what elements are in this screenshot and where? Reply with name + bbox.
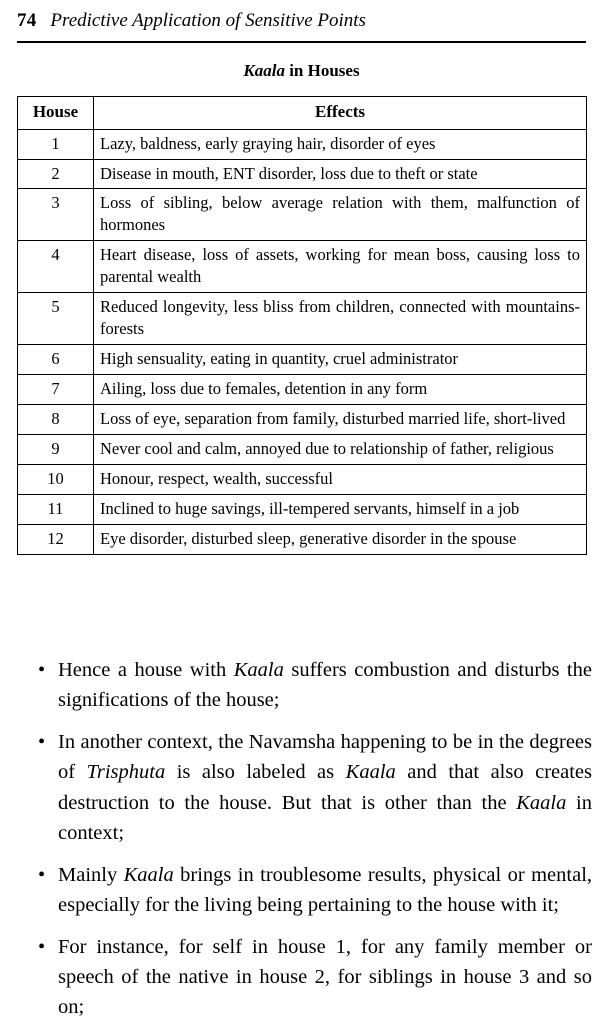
cell-effects-text: Honour, respect, wealth, successful	[94, 464, 587, 494]
cell-effects-text: Loss of eye, separation from family, disturbed married life, short-lived	[94, 404, 587, 434]
running-header	[17, 10, 586, 32]
table-caption-emphasis: Kaala	[243, 61, 285, 80]
table-row	[18, 241, 587, 293]
list-item	[17, 727, 592, 848]
bullet-icon: •	[38, 863, 46, 886]
emphasis-term: Kaala	[516, 791, 567, 814]
emphasis-term: Kaala	[345, 761, 396, 784]
body-text: Mainly	[58, 863, 124, 886]
column-header-effects: Effects	[94, 97, 587, 130]
cell-house-number: 5	[18, 293, 94, 345]
cell-house-number: 11	[18, 494, 94, 524]
table-row	[18, 189, 587, 241]
table-row	[18, 159, 587, 189]
kaala-in-houses-table	[17, 96, 587, 555]
table-row	[18, 524, 587, 554]
body-text: is also labeled as	[165, 761, 346, 784]
table-row	[18, 404, 587, 434]
body-text: In another context, the Navamsha happening to be in the degrees of	[58, 731, 592, 784]
cell-effects-text: Ailing, loss due to females, detention in any form	[94, 375, 587, 405]
table-row	[18, 434, 587, 464]
notes-bullet-list	[17, 655, 592, 1022]
cell-effects-text: Loss of sibling, below average relation with them, malfunction of hormones	[94, 189, 587, 241]
cell-house-number: 6	[18, 345, 94, 375]
emphasis-term: Trisphuta	[86, 761, 166, 784]
bullet-icon: •	[38, 659, 46, 681]
cell-house-number: 2	[18, 159, 94, 189]
cell-effects-text: Lazy, baldness, early graying hair, disorder of eyes	[94, 129, 587, 159]
cell-house-number: 12	[18, 524, 94, 554]
emphasis-term: Kaala	[123, 863, 174, 886]
cell-house-number: 1	[18, 129, 94, 159]
list-item	[17, 860, 592, 920]
cell-effects-text: Heart disease, loss of assets, working for mean boss, causing loss to parental wealth	[94, 241, 587, 293]
table-row	[18, 293, 587, 345]
list-item	[17, 655, 592, 715]
table-row	[18, 494, 587, 524]
cell-house-number: 4	[18, 241, 94, 293]
emphasis-term: Kaala	[233, 659, 284, 681]
running-title: Predictive Application of Sensitive Points	[50, 10, 366, 31]
table-caption	[17, 61, 586, 81]
list-item	[17, 932, 592, 1022]
header-rule	[17, 41, 586, 43]
cell-effects-text: Reduced longevity, less bliss from children, connected with mountains-forests	[94, 293, 587, 345]
body-text: and that also creates destruction to the house. But that is other than the	[58, 761, 592, 814]
body-text: in context;	[58, 791, 592, 844]
cell-effects-text: High sensuality, eating in quantity, cruel administrator	[94, 345, 587, 375]
cell-house-number: 8	[18, 404, 94, 434]
cell-effects-text: Disease in mouth, ENT disorder, loss due to theft or state	[94, 159, 587, 189]
body-text: brings in troublesome results, physical or mental, especially for the living being pertaining to the house with it;	[58, 863, 593, 916]
table-row	[18, 129, 587, 159]
table-row	[18, 375, 587, 405]
cell-effects-text: Inclined to huge savings, ill-tempered servants, himself in a job	[94, 494, 587, 524]
body-text: Hence a house with	[58, 659, 234, 681]
table-row	[18, 345, 587, 375]
cell-house-number: 10	[18, 464, 94, 494]
cell-effects-text: Eye disorder, disturbed sleep, generative disorder in the spouse	[94, 524, 587, 554]
body-text: suffers combustion and disturbs the significations of the house;	[58, 659, 592, 712]
cell-effects-text: Never cool and calm, annoyed due to relationship of father, religious	[94, 434, 587, 464]
table-row	[18, 464, 587, 494]
table-caption-rest: in Houses	[284, 61, 360, 80]
cell-house-number: 9	[18, 434, 94, 464]
bullet-icon: •	[38, 936, 46, 958]
page-number: 74	[17, 10, 37, 31]
table-body	[18, 129, 587, 554]
cell-house-number: 3	[18, 189, 94, 241]
table-header-row	[18, 97, 587, 130]
column-header-house: House	[18, 97, 94, 130]
bullet-icon: •	[38, 731, 46, 754]
body-text: For instance, for self in house 1, for any family member or speech of the native in house 2, for siblings in house 3 and so on;	[58, 936, 592, 1019]
cell-house-number: 7	[18, 375, 94, 405]
